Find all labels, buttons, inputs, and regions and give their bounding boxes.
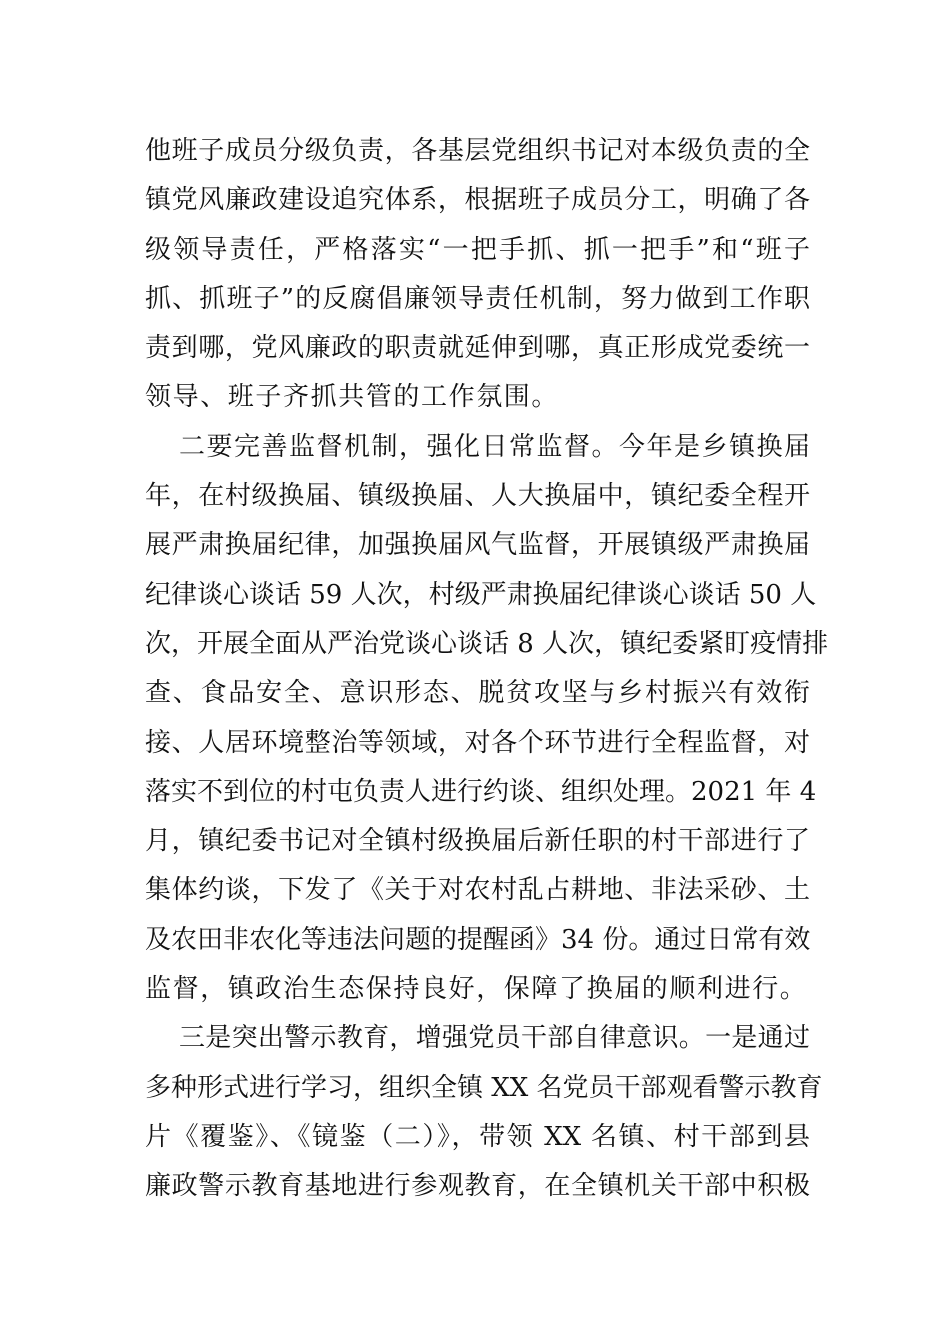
text-line: 领导、班子齐抓共管的工作氛围。 [145,382,560,413]
text-line: 及农田非农化等违法问题的提醒函》34 份。通过日常有效 [145,924,811,955]
text-line: 抓、抓班子”的反腐倡廉领导责任机制，努力做到工作职 [145,283,810,314]
text-line: 展严肃换届纪律，加强换届风气监督，开展镇级严肃换届 [145,530,810,561]
text-line: 监督，镇政治生态保持良好，保障了换届的顺利进行。 [145,974,808,1005]
text-line: 查、食品安全、意识形态、脱贫攻坚与乡村振兴有效衔 [145,678,810,709]
text-line: 落实不到位的村屯负责人进行约谈、组织处理。2021 年 4 [145,776,817,807]
text-line: 次，开展全面从严治党谈心谈话 8 人次，镇纪委紧盯疫情排 [145,628,829,659]
text-line: 镇党风廉政建设追究体系，根据班子成员分工，明确了各 [145,185,810,216]
text-line: 月，镇纪委书记对全镇村级换届后新任职的村干部进行了 [145,826,810,857]
text-line: 接、人居环境整治等领域，对各个环节进行全程监督，对 [145,727,810,758]
body-text [145,127,829,1212]
text-line: 集体约谈，下发了《关于对农村乱占耕地、非法采砂、土 [145,875,810,906]
text-line: 片《覆鉴》、《镜鉴（二）》，带领 XX 名镇、村干部到县 [145,1121,810,1152]
text-line: 级领导责任，严格落实“一把手抓、抓一把手”和“班子 [145,234,810,265]
text-line: 他班子成员分级负责，各基层党组织书记对本级负责的全 [145,136,810,166]
text-line: 年，在村级换届、镇级换届、人大换届中，镇纪委全程开 [145,481,810,512]
text-line: 责到哪，党风廉政的职责就延伸到哪，真正形成党委统一 [145,333,810,364]
text-line: 多种形式进行学习，组织全镇 XX 名党员干部观看警示教育 [145,1072,823,1103]
paragraph-start-line: 二要完善监督机制，强化日常监督。今年是乡镇换届 [179,431,810,462]
paragraph-start-line: 三是突出警示教育，增强党员干部自律意识。一是通过 [179,1023,810,1054]
text-line: 廉政警示教育基地进行参观教育，在全镇机关干部中积极 [145,1171,810,1202]
text-line: 纪律谈心谈话 59 人次，村级严肃换届纪律谈心谈话 50 人 [145,579,817,610]
